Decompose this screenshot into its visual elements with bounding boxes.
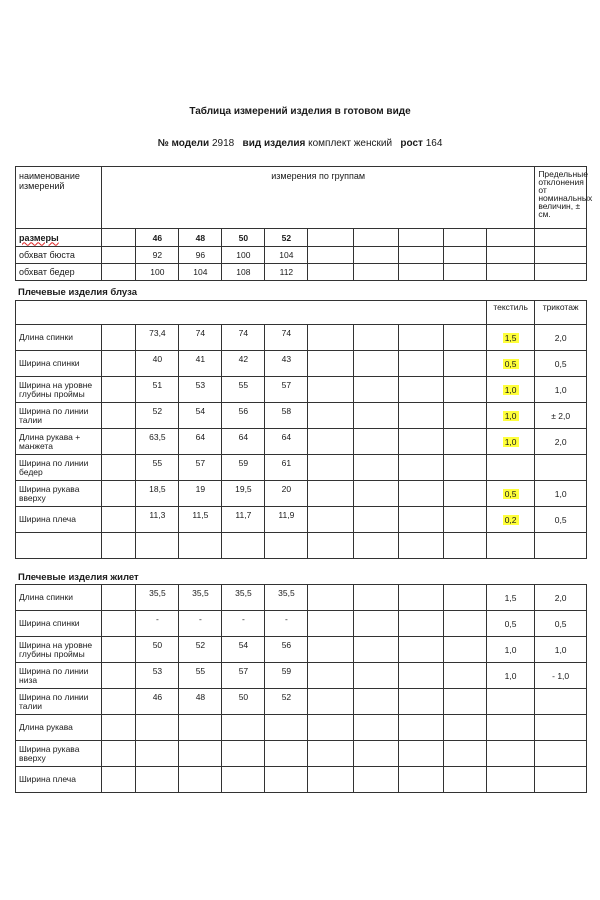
value-cell: 11,3 [136,507,179,533]
value-cell: 42 [222,351,265,377]
knit-tolerance [535,741,587,767]
value-cell: 57 [222,663,265,689]
knit-tolerance: 2,0 [535,585,587,611]
value-cell [179,767,222,793]
value-cell: 100 [222,247,265,264]
table-row [16,481,587,507]
value-cell: - [179,611,222,637]
textile-tolerance [486,767,534,793]
table-row [16,637,587,663]
value-cell: 55 [222,377,265,403]
value-cell: 54 [222,637,265,663]
kind-value: комплект женский [308,138,393,149]
knit-tolerance: 0,5 [535,507,587,533]
blouse-section-title: Плечевые изделия блуза [18,287,137,298]
table-row [16,429,587,455]
value-cell: 112 [265,264,308,281]
textile-tolerance: 0,5 [486,481,534,507]
textile-tolerance: 1,0 [486,429,534,455]
value-cell [265,767,308,793]
value-cell: 54 [179,403,222,429]
value-cell [222,715,265,741]
knit-tolerance [535,689,587,715]
value-cell: 63,5 [136,429,179,455]
blouse-table [15,300,587,559]
row-label: обхват бедер [16,264,102,281]
model-value: 2918 [211,138,235,149]
value-cell: 55 [179,663,222,689]
textile-tolerance: 1,0 [486,377,534,403]
model-label: № модели [157,138,210,149]
table-row [16,325,587,351]
value-cell [222,767,265,793]
row-label: Ширина по линии низа [16,663,102,689]
value-cell: 108 [222,264,265,281]
value-cell: 53 [136,663,179,689]
textile-tolerance: 0,5 [486,351,534,377]
value-cell: - [136,611,179,637]
value-cell [265,715,308,741]
value-cell: 50 [136,637,179,663]
knit-tolerance: ± 2,0 [535,403,587,429]
value-cell: 18,5 [136,481,179,507]
row-label: Длина рукава + манжета [16,429,102,455]
table-row [16,689,587,715]
value-cell: 92 [136,247,179,264]
value-cell: 52 [265,689,308,715]
row-label: Ширина по линии талии [16,689,102,715]
table-row [16,403,587,429]
value-cell: 35,5 [265,585,308,611]
knit-tolerance: 1,0 [535,481,587,507]
textile-tolerance: 1,0 [486,663,534,689]
value-cell: 57 [265,377,308,403]
value-cell: 11,9 [265,507,308,533]
value-cell [179,741,222,767]
document-title: Таблица измерений изделия в готовом виде [189,106,411,117]
value-cell: 74 [179,325,222,351]
value-cell: 11,5 [179,507,222,533]
value-cell: 41 [179,351,222,377]
value-cell: 53 [179,377,222,403]
knit-tolerance: 1,0 [535,377,587,403]
row-label: Ширина спинки [16,611,102,637]
table-row [16,715,587,741]
value-cell: 56 [265,637,308,663]
textile-tolerance [486,715,534,741]
value-cell: 74 [222,325,265,351]
value-cell: 35,5 [222,585,265,611]
value-cell: 11,7 [222,507,265,533]
value-cell: 46 [136,689,179,715]
textile-tolerance: 1,5 [486,585,534,611]
value-cell: 104 [179,264,222,281]
value-cell: 55 [136,455,179,481]
sizes-row [16,229,587,247]
textile-tolerance: 1,5 [486,325,534,351]
value-cell [136,741,179,767]
height-value: 164 [425,138,443,149]
groups-header: измерения по группам [102,167,535,229]
textile-tolerance [486,455,534,481]
sizes-label: размеры [19,232,59,243]
value-cell: 19 [179,481,222,507]
value-cell: 96 [179,247,222,264]
height-label: рост [400,138,423,149]
value-cell [222,741,265,767]
table-row [16,351,587,377]
value-cell: 51 [136,377,179,403]
table-row [16,507,587,533]
table-row [16,455,587,481]
table-row [16,247,587,264]
value-cell: 59 [222,455,265,481]
knit-tolerance [535,767,587,793]
textile-tolerance: 0,5 [486,611,534,637]
col-textile: текстиль [486,301,534,325]
row-label: Ширина по линии талии [16,403,102,429]
name-header: наименование измерений [16,167,102,229]
size-cell: 46 [136,229,179,247]
knit-tolerance: 0,5 [535,611,587,637]
textile-tolerance: 0,2 [486,507,534,533]
row-label: Ширина спинки [16,351,102,377]
value-cell [136,715,179,741]
value-cell: 100 [136,264,179,281]
knit-tolerance: 0,5 [535,351,587,377]
value-cell: 56 [222,403,265,429]
value-cell: 57 [179,455,222,481]
value-cell: 35,5 [179,585,222,611]
table-row [16,264,587,281]
value-cell: 64 [222,429,265,455]
row-label: обхват бюста [16,247,102,264]
header-table [15,166,593,281]
row-label: Ширина плеча [16,767,102,793]
value-cell: 40 [136,351,179,377]
table-row [16,611,587,637]
table-row [16,767,587,793]
textile-tolerance [486,689,534,715]
size-cell: 50 [222,229,265,247]
value-cell: 64 [179,429,222,455]
value-cell: 104 [265,247,308,264]
value-cell: 43 [265,351,308,377]
textile-tolerance: 1,0 [486,403,534,429]
value-cell: 20 [265,481,308,507]
knit-tolerance [535,715,587,741]
value-cell: 58 [265,403,308,429]
row-label: Длина спинки [16,585,102,611]
value-cell: 61 [265,455,308,481]
deviation-header: Предельные отклонения от номинальных величин, ± см. [535,167,587,229]
knit-tolerance: 2,0 [535,325,587,351]
vest-section-title: Плечевые изделия жилет [18,572,139,583]
value-cell: 52 [179,637,222,663]
value-cell: 59 [265,663,308,689]
value-cell: 35,5 [136,585,179,611]
value-cell [179,715,222,741]
value-cell: 48 [179,689,222,715]
value-cell [265,741,308,767]
row-label: Длина рукава [16,715,102,741]
table-row [16,741,587,767]
size-cell: 48 [179,229,222,247]
col-knit: трикотаж [535,301,587,325]
row-label: Ширина на уровне глубины проймы [16,377,102,403]
value-cell: - [222,611,265,637]
row-label: Ширина рукава вверху [16,481,102,507]
row-label: Ширина рукава вверху [16,741,102,767]
value-cell: 64 [265,429,308,455]
kind-label: вид изделия [242,138,306,149]
value-cell: 19,5 [222,481,265,507]
table-row [16,585,587,611]
knit-tolerance: 2,0 [535,429,587,455]
textile-tolerance: 1,0 [486,637,534,663]
value-cell [136,767,179,793]
value-cell: 50 [222,689,265,715]
row-label: Ширина плеча [16,507,102,533]
vest-table [15,584,587,793]
value-cell: 52 [136,403,179,429]
knit-tolerance [535,455,587,481]
table-row [16,663,587,689]
row-label: Длина спинки [16,325,102,351]
row-label: Ширина на уровне глубины проймы [16,637,102,663]
knit-tolerance: 1,0 [535,637,587,663]
knit-tolerance: - 1,0 [535,663,587,689]
document-subtitle [0,138,600,149]
value-cell: - [265,611,308,637]
size-cell: 52 [265,229,308,247]
row-label: Ширина по линии бедер [16,455,102,481]
value-cell: 73,4 [136,325,179,351]
value-cell: 74 [265,325,308,351]
table-row [16,377,587,403]
textile-tolerance [486,741,534,767]
